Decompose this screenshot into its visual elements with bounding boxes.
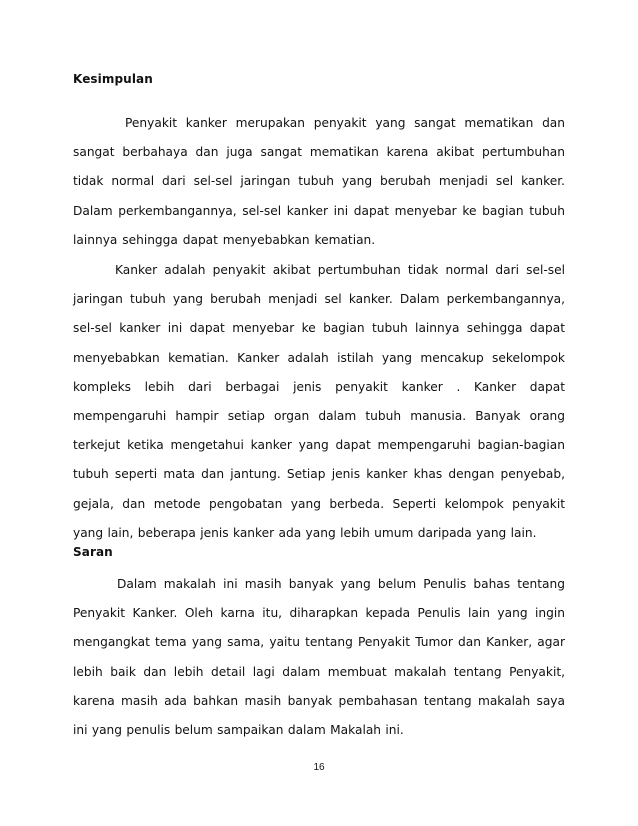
kesimpulan-paragraph-2: Kanker adalah penyakit akibat pertumbuhan tidak normal dari sel-sel jaringan tubuh yang berubah menjadi sel kanker. Dalam perkembangannya, sel-sel kanker ini dapat menyebar ke bagian tubuh lainnya sehingga dapat menyebabkan kematian. Kanker adalah istilah yang mencakup sekelompok kompleks lebih dari berbagai jenis penyakit kanker . Kanker dapat mempengaruhi hampir setiap organ dalam tubuh manusia. Banyak orang terkejut ketika mengetahui kanker yang dapat mempengaruhi bagian-bagian tubuh seperti mata dan jantung. Setiap jenis kanker khas dengan penyebab, gejala, dan metode pengobatan yang berbeda. Seperti kelompok penyakit yang lain, beberapa jenis kanker ada yang lebih umum daripada yang lain. (73, 263, 565, 540)
saran-paragraph: Dalam makalah ini masih banyak yang belum Penulis bahas tentang Penyakit Kanker. Oleh karna itu, diharapkan kepada Penulis lain yang ingin mengangkat tema yang sama, yaitu tentang Penyakit Tumor dan Kanker, agar lebih baik dan lebih detail lagi dalam membuat makalah tentang Penyakit, karena masih ada bahkan masih banyak pembahasan tentang makalah saya ini yang penulis belum sampaikan dalam Makalah ini. (73, 577, 565, 738)
page-number: 16 (313, 762, 325, 773)
kesimpulan-heading: Kesimpulan (73, 72, 153, 86)
kesimpulan-paragraph-1: Penyakit kanker merupakan penyakit yang sangat mematikan dan sangat berbahaya dan juga sangat mematikan karena akibat pertumbuhan tidak normal dari sel-sel jaringan tubuh yang berubah menjadi sel kanker. Dalam perkembangannya, sel-sel kanker ini dapat menyebar ke bagian tubuh lainnya sehingga dapat menyebabkan kematian. (73, 116, 565, 247)
saran-heading: Saran (73, 545, 113, 559)
